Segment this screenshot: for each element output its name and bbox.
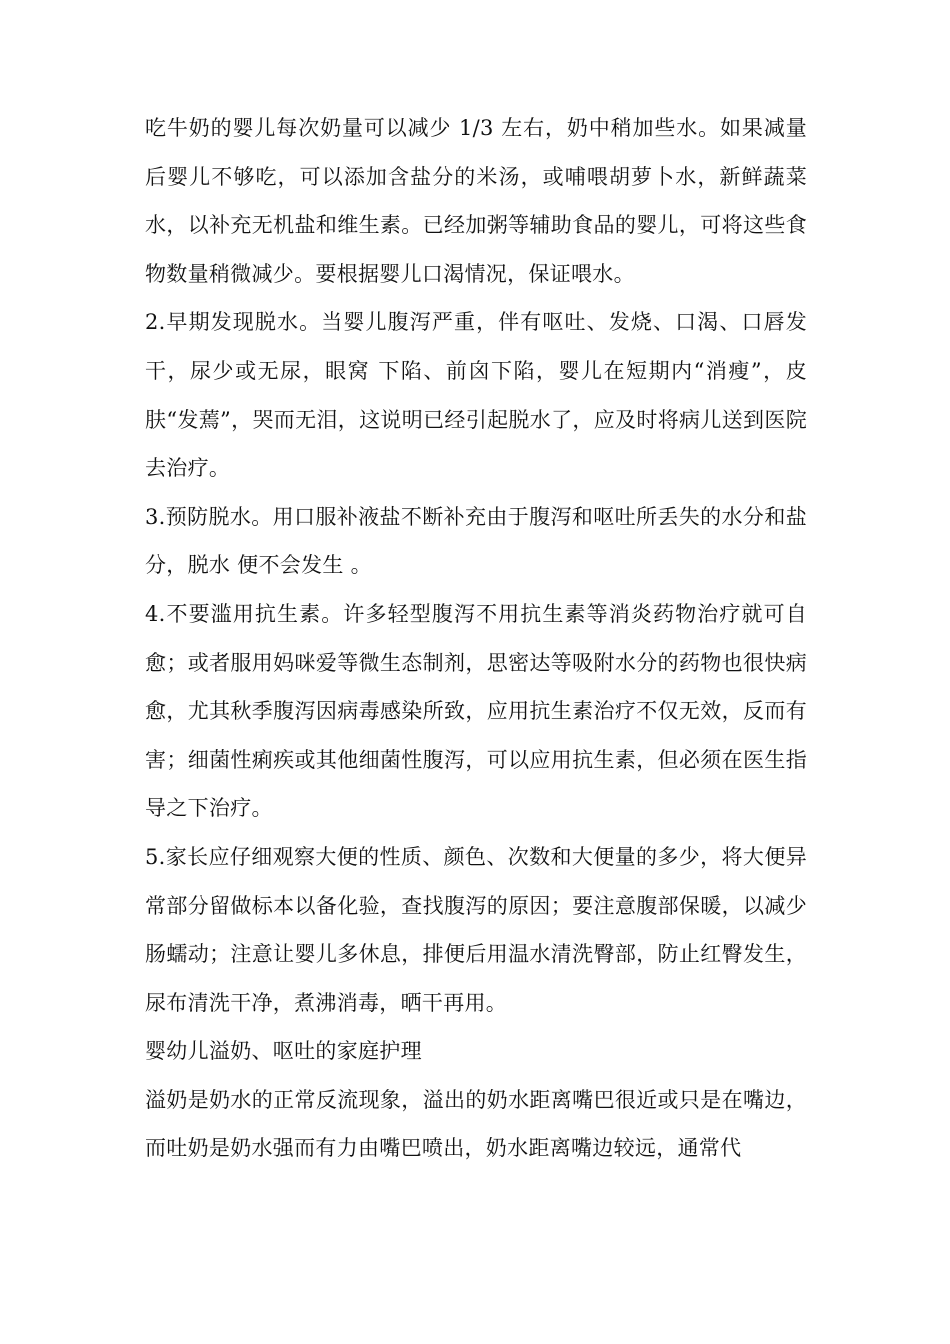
document-page	[145, 104, 807, 1173]
paragraph-antibiotics: 4.不要滥用抗生素。许多轻型腹泻不用抗生素等消炎药物治疗就可自愈；或者服用妈咪爱等微生态制剂，思密达等吸附水分的药物也很快病愈，尤其秋季腹泻因病毒感染所致，应用抗生素治疗不仅无效，反而有害；细菌性痢疾或其他细菌性腹泻，可以应用抗生素，但必须在医生指导之下治疗。	[145, 601, 807, 821]
paragraph-milk-reduction: 吃牛奶的婴儿每次奶量可以减少 1/3 左右，奶中稍加些水。如果减量后婴儿不够吃，可以添加含盐分的米汤，或哺喂胡萝卜水，新鲜蔬菜水，以补充无机盐和维生素。已经加粥等辅助食品的婴儿，可将这些食物数量稍微减少。要根据婴儿口渴情况，保证喂水。	[145, 116, 807, 286]
paragraph-stool-observation: 5.家长应仔细观察大便的性质、颜色、次数和大便量的多少，将大便异常部分留做标本以备化验，查找腹泻的原因；要注意腹部保暖，以减少肠蠕动；注意让婴儿多休息，排便后用温水清洗臀部，防止红臀发生，尿布清洗干净，煮沸消毒，晒干再用。	[145, 844, 807, 1015]
paragraph-milk-reflux: 溢奶是奶水的正常反流现象，溢出的奶水距离嘴巴很近或只是在嘴边，而吐奶是奶水强而有力由嘴巴喷出，奶水距离嘴边较远，通常代	[145, 1087, 807, 1161]
section-heading: 婴幼儿溢奶、呕吐的家庭护理	[145, 1039, 422, 1064]
paragraph-dehydration-detection: 2.早期发现脱水。当婴儿腹泻严重，伴有呕吐、发烧、口渴、口唇发干，尿少或无尿，眼窝 下陷、前囟下陷，婴儿在短期内“消瘦”，皮肤“发蔫”，哭而无泪，这说明已经引起脱水了，应及时将病儿送到医院去治疗。	[145, 310, 807, 481]
paragraph-dehydration-prevention: 3.预防脱水。用口服补液盐不断补充由于腹泻和呕吐所丢失的水分和盐分，脱水 便不会发生 。	[145, 504, 807, 578]
